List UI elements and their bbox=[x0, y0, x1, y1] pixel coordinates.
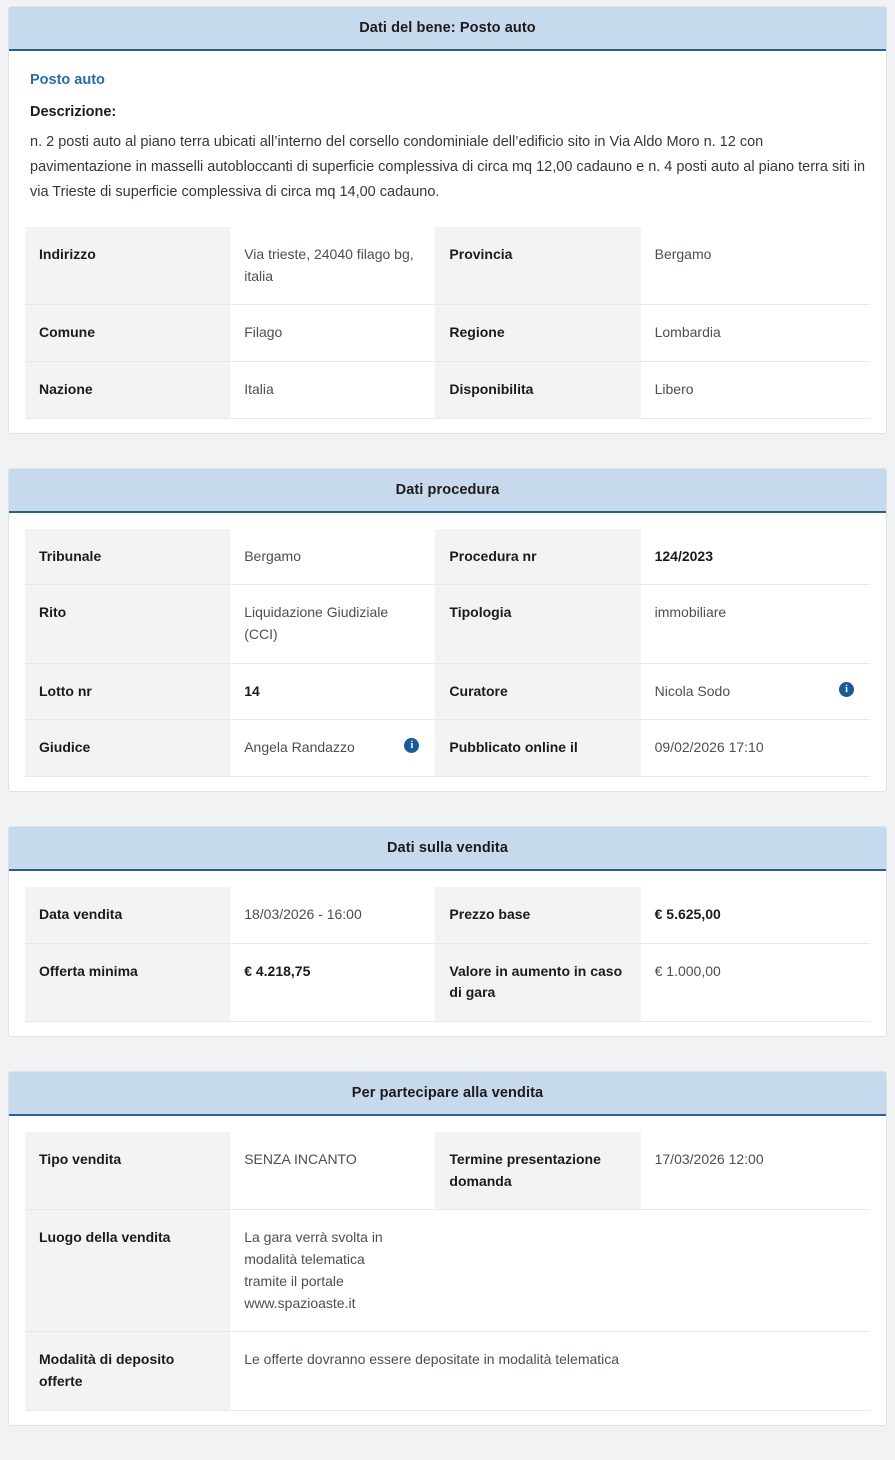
cell-value-modalita-deposito: Le offerte dovranno essere depositate in modalità telematica bbox=[230, 1332, 870, 1410]
cell-label-regione: Regione bbox=[435, 305, 640, 362]
table-per-partecipare bbox=[25, 1132, 870, 1411]
cell-label-modalita-deposito: Modalità di deposito offerte bbox=[25, 1332, 230, 1410]
cell-value-curatore bbox=[641, 663, 870, 720]
cell-value-procedura-nr: 124/2023 bbox=[641, 529, 870, 585]
table-row bbox=[25, 663, 870, 720]
cell-value-tribunale: Bergamo bbox=[230, 529, 435, 585]
cell-label-giudice: Giudice bbox=[25, 720, 230, 777]
table-row bbox=[25, 1332, 870, 1410]
cell-label-comune: Comune bbox=[25, 305, 230, 362]
cell-value-provincia: Bergamo bbox=[641, 227, 870, 305]
table-row bbox=[25, 943, 870, 1021]
card-header-dati-vendita: Dati sulla vendita bbox=[9, 827, 886, 871]
cell-value-rito: Liquidazione Giudiziale (CCI) bbox=[230, 585, 435, 663]
cell-value-data-vendita: 18/03/2026 - 16:00 bbox=[230, 887, 435, 943]
cell-label-termine-presentazione: Termine presentazione domanda bbox=[435, 1132, 640, 1210]
table-row bbox=[25, 720, 870, 777]
description-label: Descrizione: bbox=[30, 104, 117, 120]
cell-value-pubblicato-online: 09/02/2026 17:10 bbox=[641, 720, 870, 777]
cell-value-tipologia: immobiliare bbox=[641, 585, 870, 663]
cell-label-indirizzo: Indirizzo bbox=[25, 227, 230, 305]
card-header-per-partecipare: Per partecipare alla vendita bbox=[9, 1072, 886, 1116]
cell-label-tipo-vendita: Tipo vendita bbox=[25, 1132, 230, 1210]
cell-label-rito: Rito bbox=[25, 585, 230, 663]
table-row bbox=[25, 529, 870, 585]
cell-value-indirizzo: Via trieste, 24040 filago bg, italia bbox=[230, 227, 435, 305]
table-dati-vendita bbox=[25, 887, 870, 1022]
giudice-text: Angela Randazzo bbox=[244, 739, 355, 756]
table-dati-procedura bbox=[25, 529, 870, 777]
cell-value-lotto-nr: 14 bbox=[230, 663, 435, 720]
cell-label-tipologia: Tipologia bbox=[435, 585, 640, 663]
card-header-dati-procedura: Dati procedura bbox=[9, 469, 886, 513]
card-per-partecipare bbox=[8, 1071, 887, 1426]
cell-label-provincia: Provincia bbox=[435, 227, 640, 305]
card-body-dati-vendita bbox=[9, 871, 886, 1036]
cell-label-data-vendita: Data vendita bbox=[25, 887, 230, 943]
description-text: n. 2 posti auto al piano terra ubicati all’interno del corsello condominiale dell’edificio sito in Via Aldo Moro n. 12 con pavimentazione in masselli autobloccanti di superficie complessiva di circa mq 12,00 cadauno e n. 4 posti auto al piano terra siti in via Trieste di superficie complessiva di circa mq 14,00 cadauno. bbox=[30, 134, 866, 200]
cell-value-giudice bbox=[230, 720, 435, 777]
card-dati-procedura bbox=[8, 468, 887, 792]
card-dati-bene bbox=[8, 6, 887, 434]
cell-label-curatore: Curatore bbox=[435, 663, 640, 720]
cell-value-luogo-vendita bbox=[230, 1210, 435, 1332]
card-body-dati-procedura bbox=[9, 513, 886, 791]
table-row bbox=[25, 1132, 870, 1210]
cell-empty bbox=[435, 1210, 640, 1332]
cell-value-regione: Lombardia bbox=[641, 305, 870, 362]
table-row bbox=[25, 887, 870, 943]
cell-value-offerta-minima: € 4.218,75 bbox=[230, 943, 435, 1021]
cell-value-termine-presentazione: 17/03/2026 12:00 bbox=[641, 1132, 870, 1210]
cell-value-valore-aumento: € 1.000,00 bbox=[641, 943, 870, 1021]
cell-value-nazione: Italia bbox=[230, 361, 435, 418]
info-icon[interactable]: i bbox=[839, 682, 854, 697]
lot-title: Posto auto bbox=[30, 72, 105, 88]
card-body-per-partecipare bbox=[9, 1116, 886, 1425]
table-row bbox=[25, 361, 870, 418]
card-header-dati-bene: Dati del bene: Posto auto bbox=[9, 7, 886, 51]
cell-value-prezzo-base: € 5.625,00 bbox=[641, 887, 870, 943]
cell-label-prezzo-base: Prezzo base bbox=[435, 887, 640, 943]
card-dati-vendita bbox=[8, 826, 887, 1037]
curatore-text: Nicola Sodo bbox=[654, 682, 731, 699]
card-body-dati-bene bbox=[9, 51, 886, 433]
table-dati-bene bbox=[25, 227, 870, 419]
cell-label-disponibilita: Disponibilita bbox=[435, 361, 640, 418]
info-icon[interactable]: i bbox=[404, 738, 419, 753]
table-row bbox=[25, 227, 870, 305]
cell-empty bbox=[641, 1210, 870, 1332]
cell-label-pubblicato-online: Pubblicato online il bbox=[435, 720, 640, 777]
luogo-vendita-text: La gara verrà svolta in modalità telematica tramite il portale www.spazioaste.it bbox=[244, 1229, 383, 1311]
cell-label-nazione: Nazione bbox=[25, 361, 230, 418]
cell-value-comune: Filago bbox=[230, 305, 435, 362]
table-row bbox=[25, 1210, 870, 1332]
cell-value-disponibilita: Libero bbox=[641, 361, 870, 418]
cell-label-offerta-minima: Offerta minima bbox=[25, 943, 230, 1021]
cell-label-valore-aumento: Valore in aumento in caso di gara bbox=[435, 943, 640, 1021]
page-root bbox=[0, 6, 895, 1426]
cell-label-tribunale: Tribunale bbox=[25, 529, 230, 585]
table-row bbox=[25, 305, 870, 362]
cell-label-luogo-vendita: Luogo della vendita bbox=[25, 1210, 230, 1332]
cell-label-procedura-nr: Procedura nr bbox=[435, 529, 640, 585]
cell-value-tipo-vendita: SENZA INCANTO bbox=[230, 1132, 435, 1210]
cell-label-lotto-nr: Lotto nr bbox=[25, 663, 230, 720]
table-row bbox=[25, 585, 870, 663]
